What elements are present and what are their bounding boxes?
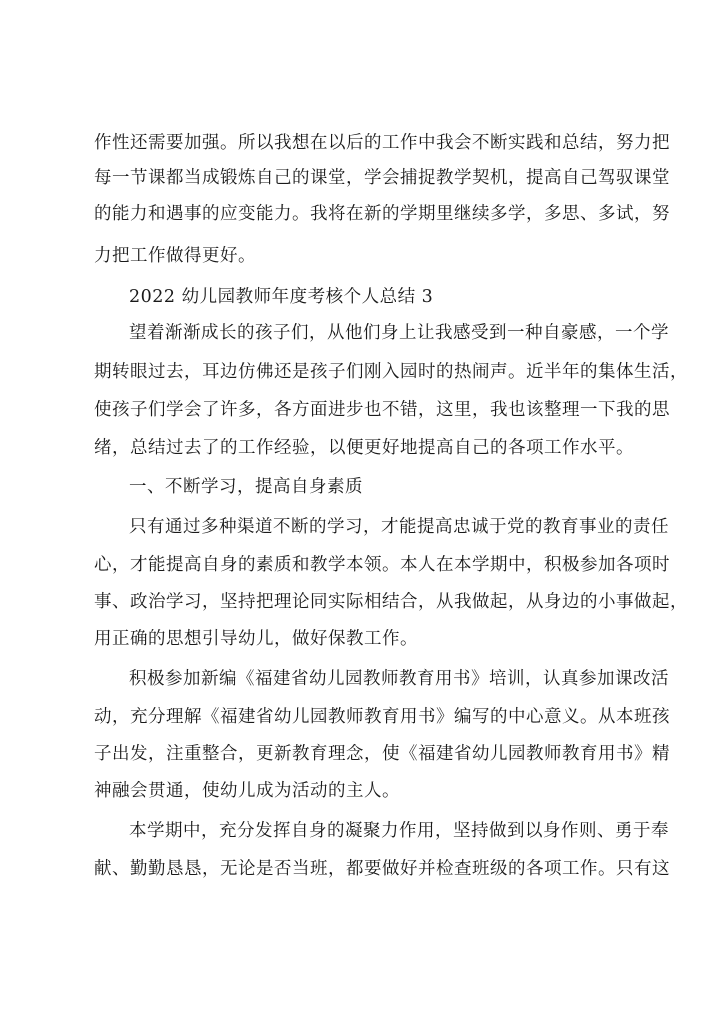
text-line: 子出发，注重整合，更新教育理念，使《福建省幼儿园教师教育用书》精 <box>94 744 670 764</box>
text-line: 使孩子们学会了许多，各方面进步也不错，这里，我也该整理一下我的思 <box>94 400 670 420</box>
text-line: 神融会贯通，使幼儿成为活动的主人。 <box>94 781 400 801</box>
text-line: 只有通过多种渠道不断的学习，才能提高忠诚于党的教育事业的责任 <box>129 517 669 537</box>
text-line: 动，充分理解《福建省幼儿园教师教育用书》编写的中心意义。从本班孩 <box>94 707 670 727</box>
text-line: 事、政治学习，坚持把理论同实际相结合，从我做起，从身边的小事做起， <box>94 592 688 612</box>
text-line: 献、勤勤恳恳，无论是否当班，都要做好并检查班级的各项工作。只有这 <box>94 859 670 879</box>
section-heading: 2022 幼儿园教师年度考核个人总结 3 <box>129 287 434 307</box>
text-line: 望着渐渐成长的孩子们，从他们身上让我感受到一种自豪感，一个学 <box>129 323 669 343</box>
text-line: 期转眼过去，耳边仿佛还是孩子们刚入园时的热闹声。近半年的集体生活， <box>94 362 688 382</box>
text-line: 绪，总结过去了的工作经验，以便更好地提高自己的各项工作水平。 <box>94 438 634 458</box>
text-line: 力把工作做得更好。 <box>94 246 256 266</box>
text-line: 心，才能提高自身的素质和教学本领。本人在本学期中，积极参加各项时 <box>94 555 670 575</box>
text-line: 本学期中，充分发挥自身的凝聚力作用，坚持做到以身作则、勇于奉 <box>129 821 669 841</box>
text-line: 每一节课都当成锻炼自己的课堂，学会捕捉教学契机，提高自己驾驭课堂 <box>94 168 670 188</box>
text-line: 作性还需要加强。所以我想在以后的工作中我会不断实践和总结，努力把 <box>94 133 670 153</box>
subsection-heading: 一、不断学习，提高自身素质 <box>129 477 363 497</box>
text-line: 用正确的思想引导幼儿，做好保教工作。 <box>94 629 418 649</box>
text-line: 的能力和遇事的应变能力。我将在新的学期里继续多学，多思、多试，努 <box>94 204 670 224</box>
text-line: 积极参加新编《福建省幼儿园教师教育用书》培训，认真参加课改活 <box>129 669 669 689</box>
